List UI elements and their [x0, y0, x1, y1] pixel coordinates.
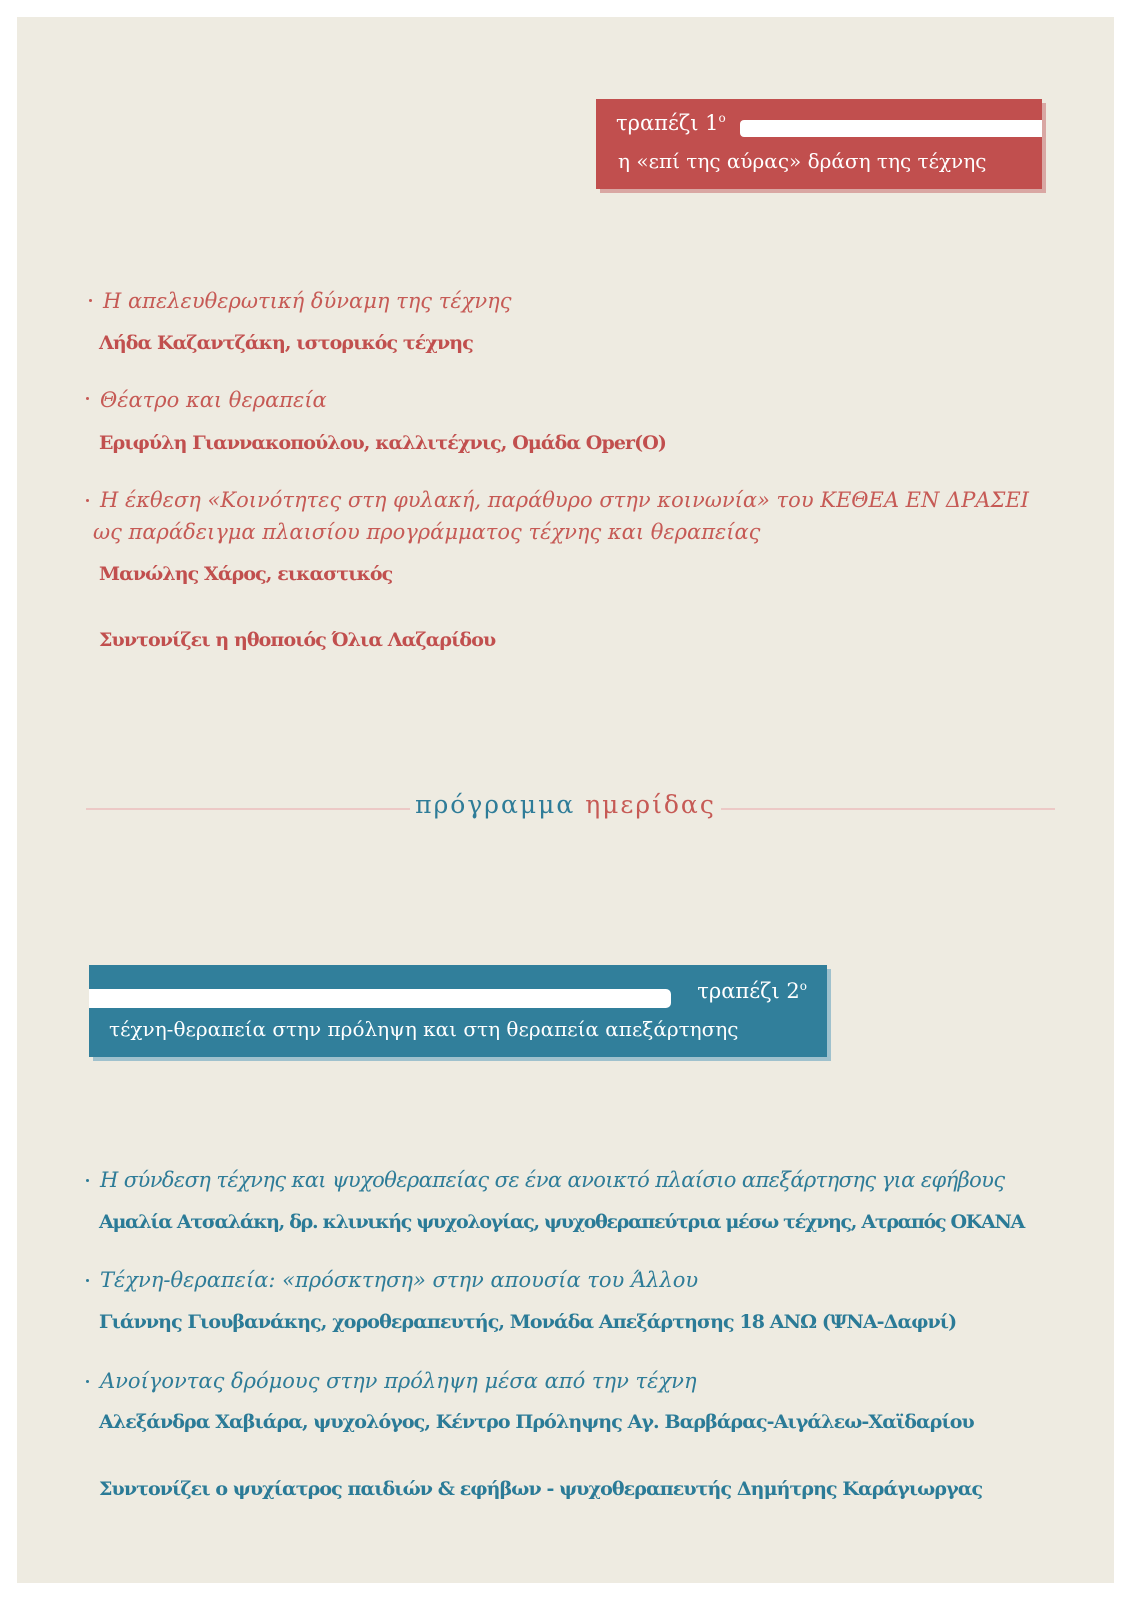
- talk-title: Τέχνη-θεραπεία: «πρόσκτηση» στην απουσία του Άλλου: [100, 1268, 699, 1292]
- table2-number: τραπέζι $2^o$: [697, 979, 807, 1003]
- table2-banner: [89, 965, 827, 1057]
- bullet-icon: [89, 299, 92, 302]
- bullet-icon: [86, 1380, 89, 1383]
- table1-number: τραπέζι $1^o$: [616, 111, 726, 135]
- table1-ordinal: ο: [718, 111, 726, 125]
- program-word: πρόγραμμα: [415, 790, 576, 819]
- moderator: Συντονίζει η ηθοποιός Όλια Λαζαρίδου: [99, 629, 496, 651]
- talk-title: Η απελευθερωτική δύναμη της τέχνης: [103, 289, 512, 313]
- table1-title: η «επί της αύρας» δράση της τέχνης: [618, 149, 987, 173]
- talk-title-line1: Η έκθεση «Κοινότητες στη φυλακή, παράθυρο στην κοινωνία» του ΚΕΘΕΑ ΕΝ ΔΡΑΣΕΙ: [100, 488, 1029, 512]
- speaker: Μανώλης Χάρος, εικαστικός: [99, 563, 393, 585]
- speaker: Αλεξάνδρα Χαβιάρα, ψυχολόγος, Κέντρο Πρόληψης Αγ. Βαρβάρας-Αιγάλεω-Χαϊδαρίου: [99, 1411, 974, 1433]
- table2-banner-gap: [89, 989, 671, 1008]
- table2-title: τέχνη-θεραπεία στην πρόληψη και στη θεραπεία απεξάρτησης: [109, 1017, 739, 1041]
- bullet-icon: [86, 499, 89, 502]
- table1-banner: [596, 99, 1042, 189]
- speaker: Εριφύλη Γιαννακοπούλου, καλλιτέχνις, Ομάδα Oper(O): [99, 432, 666, 454]
- talk-title: Θέατρο και θεραπεία: [100, 388, 327, 412]
- talk-title: Η σύνδεση τέχνης και ψυχοθεραπείας σε ένα ανοικτό πλαίσιο απεξάρτησης για εφήβους: [100, 1168, 1005, 1192]
- bullet-icon: [86, 1279, 89, 1282]
- speaker: Λήδα Καζαντζάκη, ιστορικός τέχνης: [99, 332, 473, 354]
- speaker: Γιάννης Γιουβανάκης, χοροθεραπευτής, Μονάδα Απεξάρτησης 18 ΑΝΩ (ΨΝΑ-Δαφνί): [99, 1311, 957, 1333]
- talk-title: Ανοίγοντας δρόμους στην πρόληψη μέσα από την τέχνη: [100, 1369, 697, 1393]
- table2-ordinal: ο: [799, 979, 807, 993]
- bullet-icon: [86, 397, 89, 400]
- speaker: Αμαλία Ατσαλάκη, δρ. κλινικής ψυχολογίας, ψυχοθεραπεύτρια μέσω τέχνης, Ατραπός ΟΚΑΝΑ: [99, 1211, 1024, 1233]
- talk-title-line2: ως παράδειγμα πλαισίου προγράμματος τέχνης και θεραπείας: [93, 520, 761, 544]
- table1-banner-gap: [740, 120, 1042, 137]
- day-word: ημερίδας: [585, 790, 716, 819]
- bullet-icon: [86, 1179, 89, 1182]
- moderator: Συντονίζει ο ψυχίατρος παιδιών & εφήβων - ψυχοθεραπευτής Δημήτρης Καράγιωργας: [99, 1478, 983, 1500]
- program-heading: [0, 790, 1131, 819]
